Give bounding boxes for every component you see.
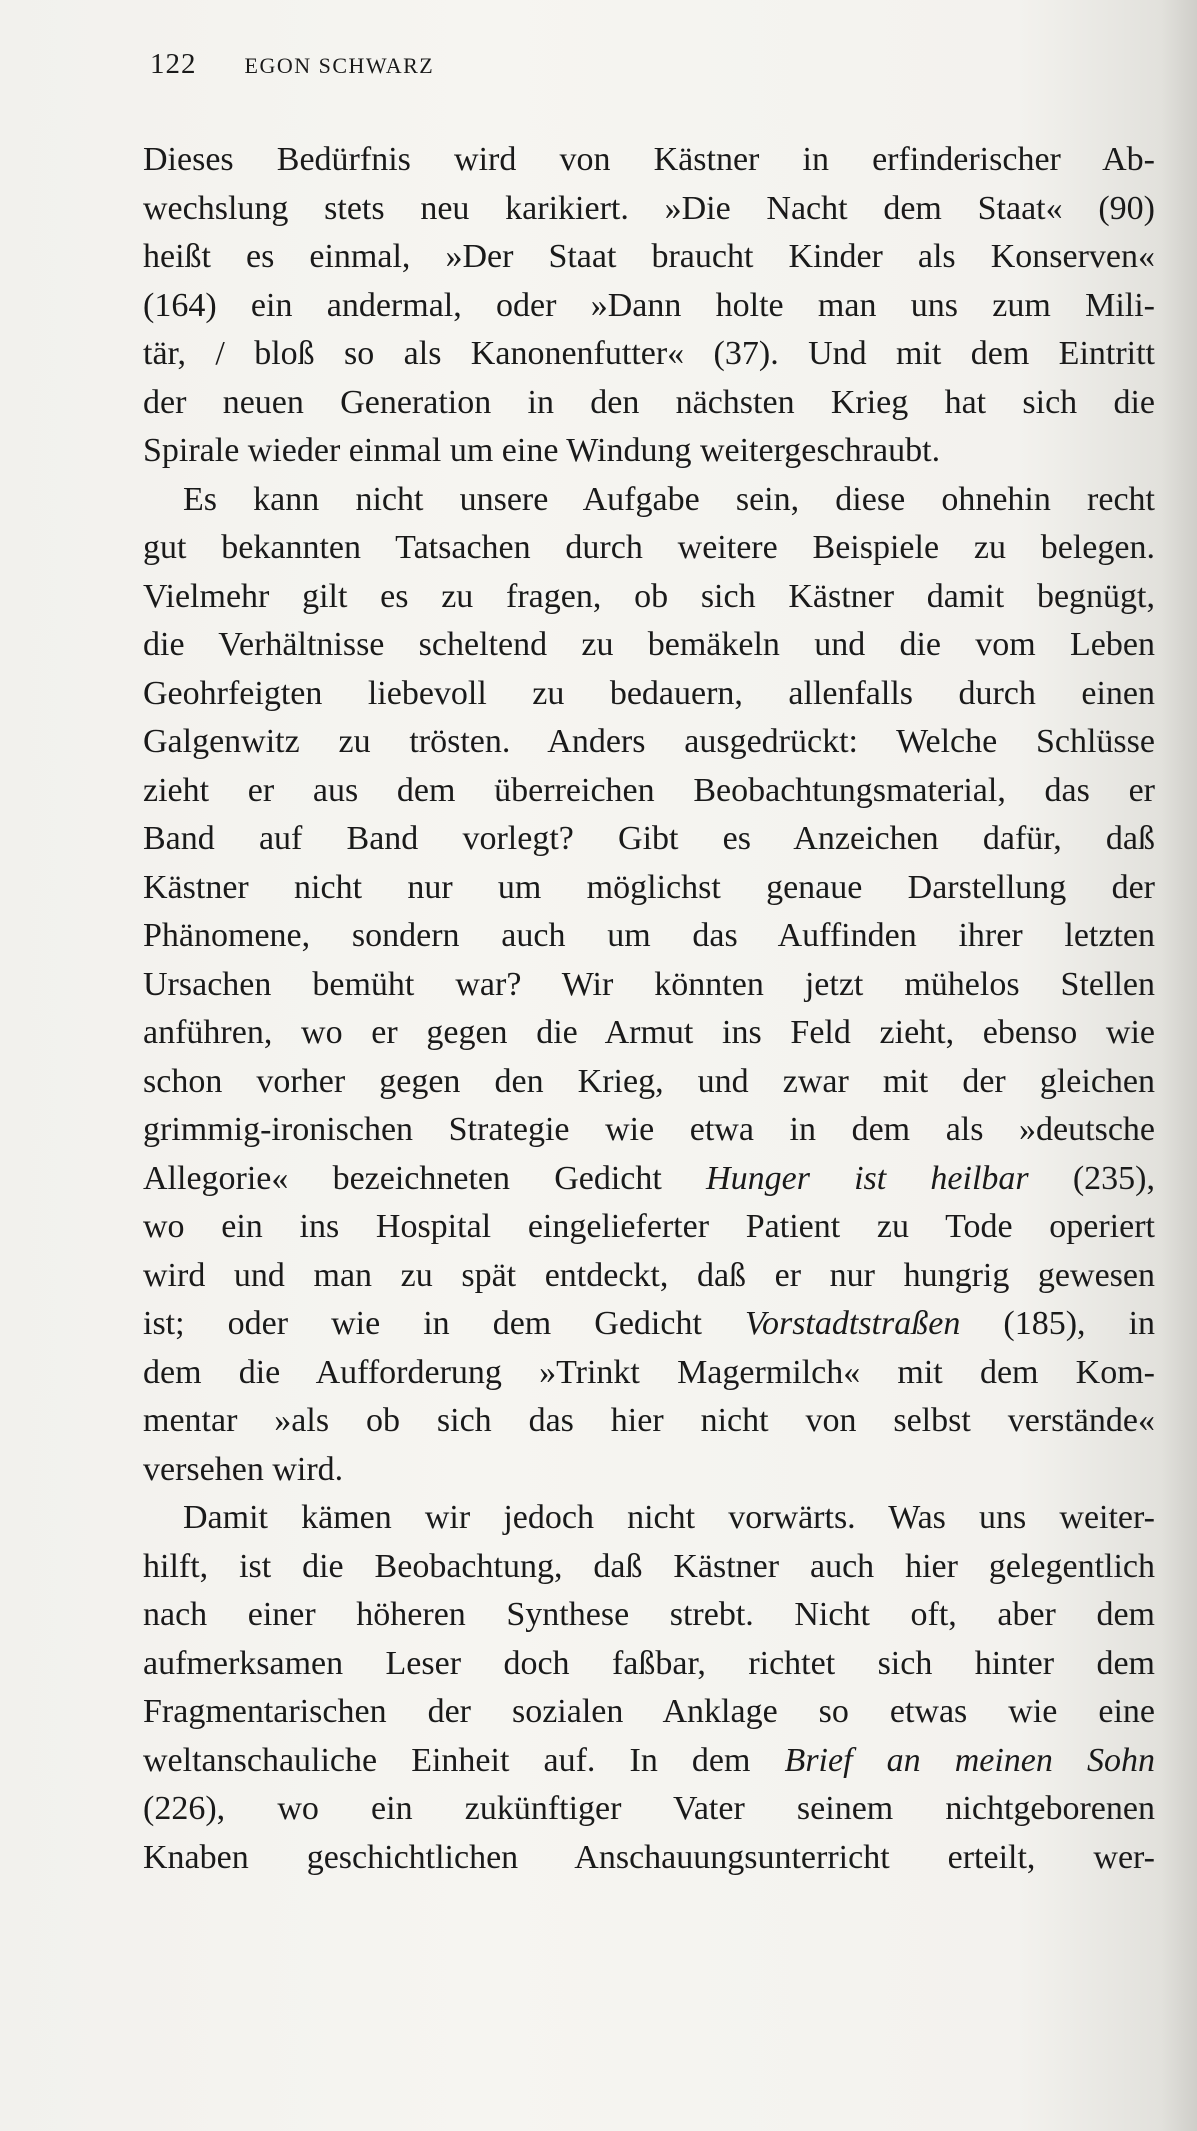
- text-line: gut bekannten Tatsachen durch weitere Beispiele zu belegen.: [143, 529, 1155, 566]
- text-line: schon vorher gegen den Krieg, und zwar mit der gleichen: [143, 1062, 1155, 1100]
- text-line: mentar »als ob sich das hier nicht von selbst verstände«: [143, 1402, 1155, 1439]
- text-line: anführen, wo er gegen die Armut ins Feld zieht, ebenso wie: [143, 1014, 1155, 1051]
- page-header: [150, 48, 434, 88]
- text-line: Damit kämen wir jedoch nicht vorwärts. Was uns weiter-: [183, 1499, 1155, 1536]
- italic-title: Hunger ist heilbar: [706, 1159, 1029, 1197]
- text-line: nach einer höheren Synthese strebt. Nicht oft, aber dem: [143, 1596, 1155, 1633]
- text-line: hilft, ist die Beobachtung, daß Kästner auch hier gelegentlich: [143, 1547, 1155, 1585]
- text-line: Ursachen bemüht war? Wir könnten jetzt mühelos Stellen: [143, 965, 1155, 1003]
- text-segment: (185), in: [960, 1305, 1156, 1342]
- text-line: tär, / bloß so als Kanonenfutter« (37). Und mit dem Eintritt: [143, 335, 1155, 372]
- text-segment: weltanschauliche Einheit auf. In dem: [143, 1741, 785, 1779]
- text-line: [143, 1155, 1155, 1204]
- text-line: die Verhältnisse scheltend zu bemäkeln und die vom Leben: [143, 626, 1155, 663]
- text-line: versehen wird.: [143, 1450, 344, 1488]
- text-line: wo ein ins Hospital eingelieferter Patient zu Tode operiert: [143, 1208, 1155, 1245]
- text-line: Vielmehr gilt es zu fragen, ob sich Kästner damit begnügt,: [143, 577, 1155, 615]
- text-segment: Allegorie« bezeichneten Gedicht: [143, 1159, 707, 1197]
- text-line: heißt es einmal, »Der Staat braucht Kinder als Konserven«: [143, 238, 1155, 275]
- text-line: (164) ein andermal, oder »Dann holte man uns zum Mili-: [143, 286, 1155, 324]
- text-line: [143, 1737, 1155, 1786]
- text-line: Es kann nicht unsere Aufgabe sein, diese ohnehin recht: [183, 480, 1155, 518]
- text-line: Kästner nicht nur um möglichst genaue Darstellung der: [143, 868, 1155, 906]
- text-line: [143, 1300, 1155, 1349]
- text-line: grimmig-ironischen Strategie wie etwa in dem als »deutsche: [143, 1111, 1155, 1148]
- page-number: 122: [150, 48, 197, 80]
- text-line: Geohrfeigten liebevoll zu bedauern, allenfalls durch einen: [143, 674, 1155, 712]
- text-line: Band auf Band vorlegt? Gibt es Anzeichen dafür, daß: [143, 820, 1155, 857]
- text-line: Knaben geschichtlichen Anschauungsunterricht erteilt, wer-: [143, 1838, 1155, 1876]
- text-line: Spirale wieder einmal um eine Windung weitergeschraubt.: [143, 432, 941, 469]
- running-head: EGON SCHWARZ: [244, 53, 435, 78]
- text-line: aufmerksamen Leser doch faßbar, richtet sich hinter dem: [143, 1644, 1155, 1682]
- italic-title: Brief an meinen Sohn: [784, 1741, 1155, 1779]
- text-line: wird und man zu spät entdeckt, daß er nur hungrig gewesen: [143, 1256, 1155, 1294]
- text-line: (226), wo ein zukünftiger Vater seinem nichtgeborenen: [143, 1790, 1155, 1827]
- text-line: dem die Aufforderung »Trinkt Magermilch« mit dem Kom-: [143, 1353, 1155, 1391]
- text-segment: (235),: [1028, 1159, 1155, 1197]
- text-segment: ist; oder wie in dem Gedicht: [143, 1305, 745, 1342]
- text-line: Fragmentarischen der sozialen Anklage so etwas wie eine: [143, 1693, 1155, 1730]
- text-line: Phänomene, sondern auch um das Auffinden ihrer letzten: [143, 917, 1155, 954]
- text-line: Dieses Bedürfnis wird von Kästner in erfinderischer Ab-: [143, 141, 1155, 178]
- text-line: wechslung stets neu karikiert. »Die Nacht dem Staat« (90): [143, 189, 1155, 227]
- text-line: der neuen Generation in den nächsten Krieg hat sich die: [143, 383, 1155, 421]
- italic-title: Vorstadtstraßen: [744, 1305, 961, 1342]
- body-text: [143, 136, 1155, 1882]
- text-line: zieht er aus dem überreichen Beobachtungsmaterial, das er: [143, 771, 1155, 809]
- text-line: Galgenwitz zu trösten. Anders ausgedrückt: Welche Schlüsse: [143, 723, 1155, 760]
